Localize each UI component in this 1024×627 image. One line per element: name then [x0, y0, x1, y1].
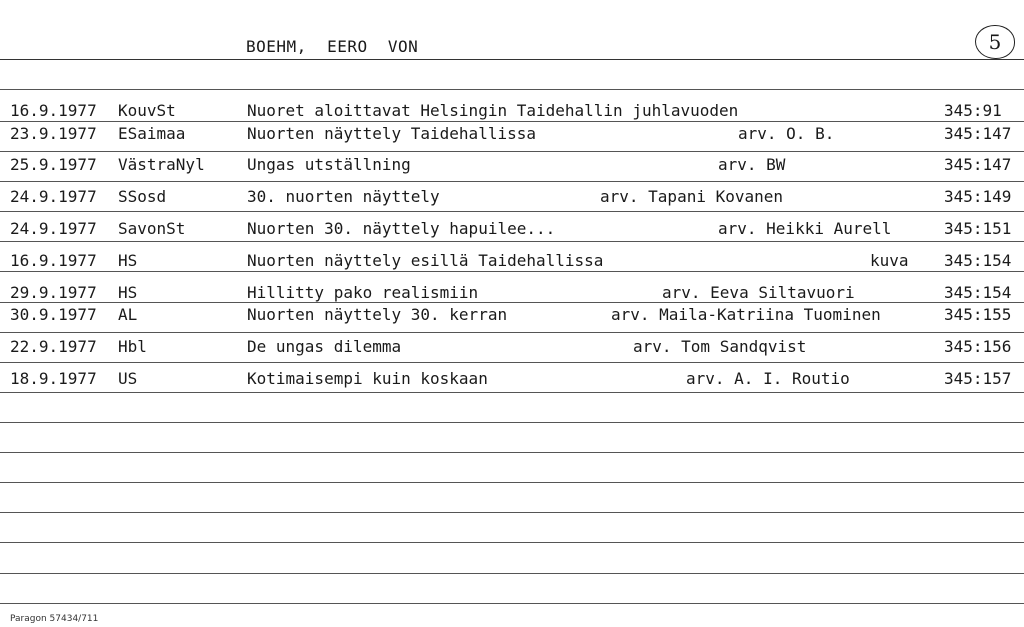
entry-note: arv. A. I. Routio: [686, 369, 850, 388]
rule-line: [0, 241, 1024, 242]
rule-line: [0, 59, 1024, 60]
entry-date: 23.9.1977: [10, 124, 97, 143]
entry-paper: ESaimaa: [118, 124, 186, 143]
entry-ref: 345:91: [944, 101, 1002, 120]
entry-title: Kotimaisempi kuin koskaan: [247, 369, 488, 388]
entry-title: De ungas dilemma: [247, 337, 402, 356]
entry-paper: KouvSt: [118, 101, 176, 120]
entry-ref: 345:147: [944, 155, 1012, 174]
entry-title: Nuoret aloittavat Helsingin Taidehallin juhlavuoden: [247, 101, 739, 120]
entry-ref: 345:151: [944, 219, 1012, 238]
entry-paper: AL: [118, 305, 138, 324]
entry-row: [0, 305, 1024, 327]
entry-note: arv. Heikki Aurell: [718, 219, 892, 238]
entry-ref: 345:156: [944, 337, 1012, 356]
entry-title: Nuorten näyttely Taidehallissa: [247, 124, 536, 143]
rule-line: [0, 332, 1024, 333]
entry-note: arv. Tapani Kovanen: [600, 187, 784, 206]
entry-ref: 345:147: [944, 124, 1012, 143]
entry-row: [0, 337, 1024, 359]
entry-date: 29.9.1977: [10, 283, 97, 302]
rule-line: [0, 151, 1024, 152]
entry-note: arv. O. B.: [738, 124, 835, 143]
entry-paper: HS: [118, 251, 138, 270]
entry-row: [0, 283, 1024, 305]
entry-row: [0, 101, 1024, 123]
entry-paper: VästraNyl: [118, 155, 205, 174]
entry-row: [0, 251, 1024, 273]
entry-note: arv. Eeva Siltavuori: [662, 283, 855, 302]
entry-date: 16.9.1977: [10, 101, 97, 120]
entry-ref: 345:154: [944, 251, 1012, 270]
rule-line: [0, 362, 1024, 363]
entry-title: Hillitty pako realismiin: [247, 283, 479, 302]
entry-title: Ungas utställning: [247, 155, 411, 174]
entry-date: 16.9.1977: [10, 251, 97, 270]
entry-paper: HS: [118, 283, 138, 302]
entry-title: Nuorten näyttely 30. kerran: [247, 305, 508, 324]
printer-imprint: Paragon 57434/711: [10, 614, 99, 624]
rule-line: [0, 211, 1024, 212]
entry-title: 30. nuorten näyttely: [247, 187, 440, 206]
entry-note: arv. Maila-Katriina Tuominen: [611, 305, 881, 324]
entry-row: [0, 219, 1024, 241]
card-heading-name: BOEHM, EERO VON: [246, 37, 419, 56]
rule-line: [0, 452, 1024, 453]
entry-ref: 345:154: [944, 283, 1012, 302]
rule-line: [0, 512, 1024, 513]
entry-title: Nuorten 30. näyttely hapuilee...: [247, 219, 556, 238]
entry-note: kuva: [870, 251, 909, 270]
entry-date: 25.9.1977: [10, 155, 97, 174]
entry-paper: SavonSt: [118, 219, 186, 238]
entry-note: arv. Tom Sandqvist: [633, 337, 807, 356]
entry-row: [0, 187, 1024, 209]
rule-line: [0, 482, 1024, 483]
entry-date: 18.9.1977: [10, 369, 97, 388]
entry-paper: SSosd: [118, 187, 167, 206]
entry-date: 24.9.1977: [10, 187, 97, 206]
rule-line: [0, 89, 1024, 90]
rule-line: [0, 422, 1024, 423]
entry-date: 30.9.1977: [10, 305, 97, 324]
rule-line: [0, 573, 1024, 574]
entry-row: [0, 124, 1024, 146]
entry-ref: 345:149: [944, 187, 1012, 206]
entry-row: [0, 155, 1024, 177]
card-number-circled: 5: [975, 25, 1015, 59]
entry-ref: 345:155: [944, 305, 1012, 324]
entry-note: arv. BW: [718, 155, 786, 174]
entry-ref: 345:157: [944, 369, 1012, 388]
entry-row: [0, 369, 1024, 391]
rule-line: [0, 542, 1024, 543]
entry-date: 24.9.1977: [10, 219, 97, 238]
rule-line: [0, 181, 1024, 182]
entry-title: Nuorten näyttely esillä Taidehallissa: [247, 251, 604, 270]
entry-paper: Hbl: [118, 337, 147, 356]
entry-date: 22.9.1977: [10, 337, 97, 356]
entry-paper: US: [118, 369, 138, 388]
rule-line: [0, 392, 1024, 393]
rule-line: [0, 603, 1024, 604]
